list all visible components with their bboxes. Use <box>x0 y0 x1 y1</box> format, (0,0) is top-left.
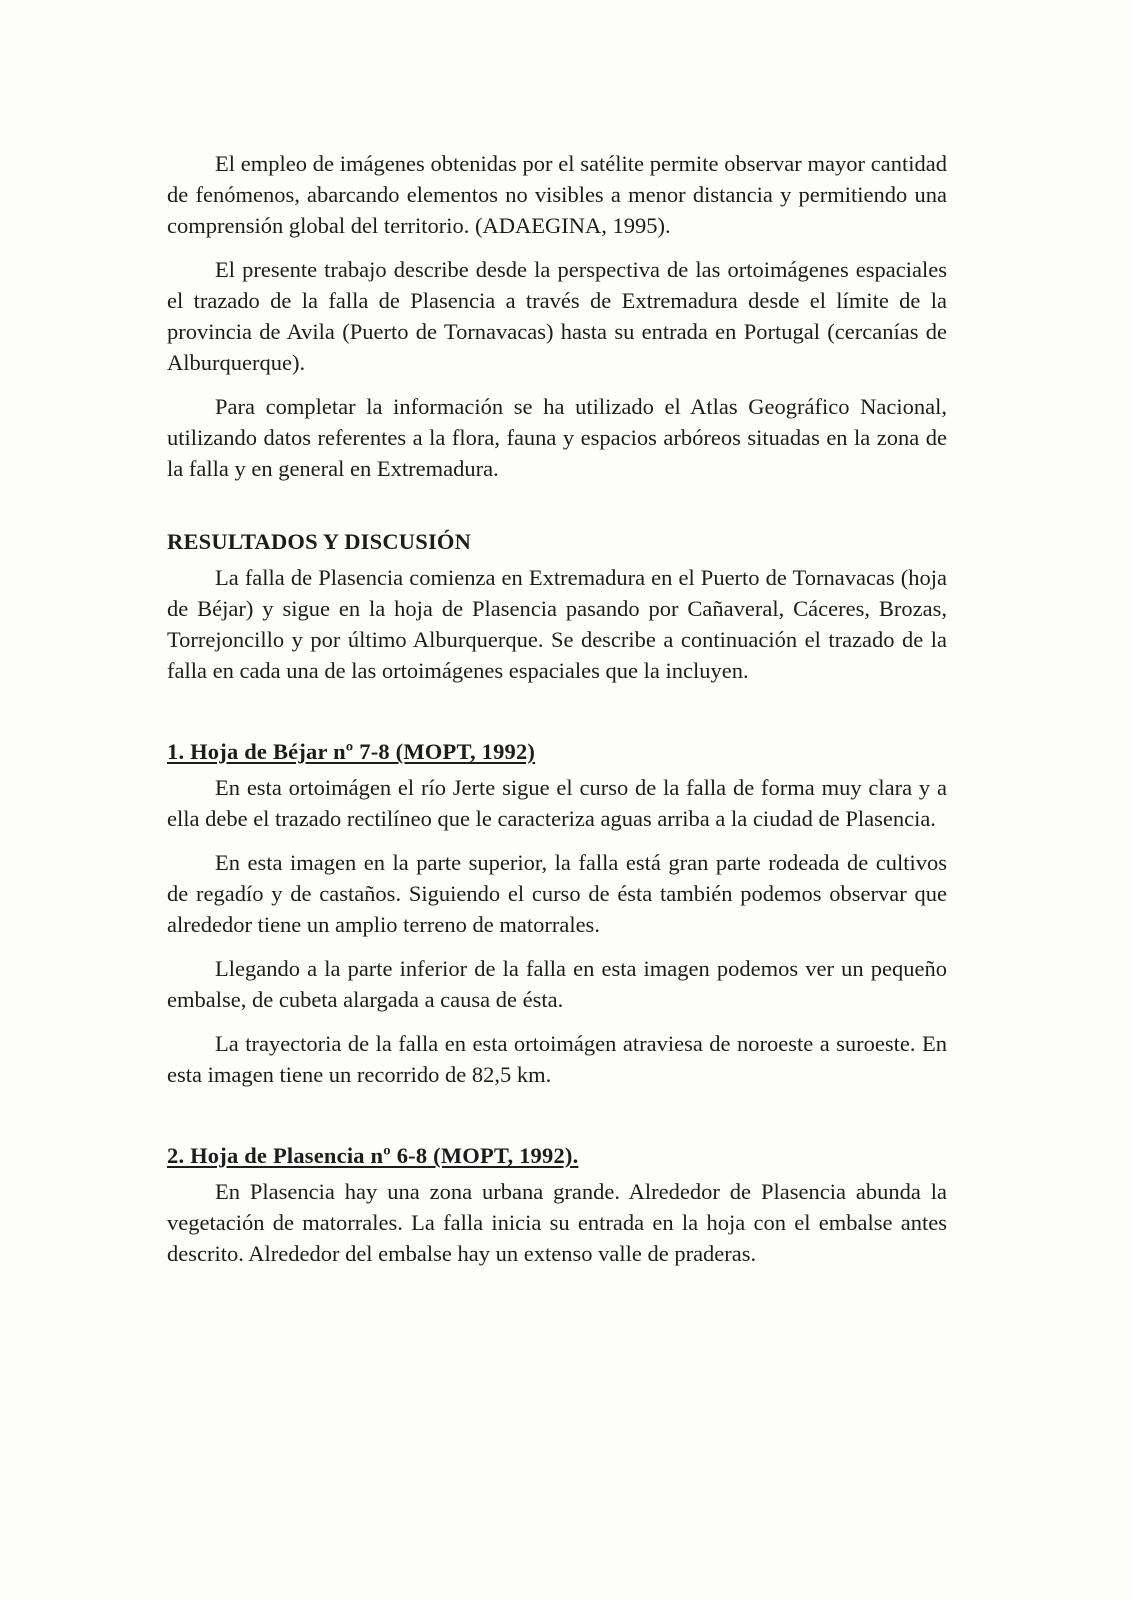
intro-paragraph-2: El presente trabajo describe desde la perspectiva de las ortoimágenes espaciales el trazado de la falla de Plasencia a través de Extremadura desde el límite de la provincia de Avila (Puerto de Tornavacas) hasta su entrada en Portugal (cercanías de Alburquerque). <box>167 257 947 375</box>
bejar-paragraph-4: La trayectoria de la falla en esta ortoimágen atraviesa de noroeste a suroeste. En esta imagen tiene un recorrido de 82,5 km. <box>167 1031 947 1087</box>
page-body <box>167 148 947 1282</box>
section-heading-plasencia: 2. Hoja de Plasencia nº 6-8 (MOPT, 1992). <box>167 1143 579 1168</box>
bejar-paragraph-3: Llegando a la parte inferior de la falla en esta imagen podemos ver un pequeño embalse, de cubeta alargada a causa de ésta. <box>167 956 947 1012</box>
section-heading-bejar: 1. Hoja de Béjar nº 7-8 (MOPT, 1992) <box>167 739 536 764</box>
intro-paragraph-1: El empleo de imágenes obtenidas por el satélite permite observar mayor cantidad de fenómenos, abarcando elementos no visibles a menor distancia y permitiendo una comprensión global del territorio. (ADAEGINA, 1995). <box>167 151 947 238</box>
results-paragraph-1: La falla de Plasencia comienza en Extremadura en el Puerto de Tornavacas (hoja de Béjar) y sigue en la hoja de Plasencia pasando por Cañaveral, Cáceres, Brozas, Torrejoncillo y por último Alburquerque. Se describe a continuación el trazado de la falla en cada una de las ortoimágenes espaciales que la incluyen. <box>167 565 947 683</box>
bejar-paragraph-2: En esta imagen en la parte superior, la falla está gran parte rodeada de cultivos de regadío y de castaños. Siguiendo el curso de ésta también podemos observar que alrededor tiene un amplio terreno de matorrales. <box>167 850 947 937</box>
intro-paragraph-3: Para completar la información se ha utilizado el Atlas Geográfico Nacional, utilizando datos referentes a la flora, fauna y espacios arbóreos situadas en la zona de la falla y en general en Extremadura. <box>167 394 947 481</box>
plasencia-paragraph-1: En Plasencia hay una zona urbana grande. Alrededor de Plasencia abunda la vegetación de matorrales. La falla inicia su entrada en la hoja con el embalse antes descrito. Alrededor del embalse hay un extenso valle de praderas. <box>167 1179 947 1266</box>
section-heading-results: RESULTADOS Y DISCUSIÓN <box>167 529 472 554</box>
bejar-paragraph-1: En esta ortoimágen el río Jerte sigue el curso de la falla de forma muy clara y a ella debe el trazado rectilíneo que le caracteriza aguas arriba a la ciudad de Plasencia. <box>167 775 947 831</box>
